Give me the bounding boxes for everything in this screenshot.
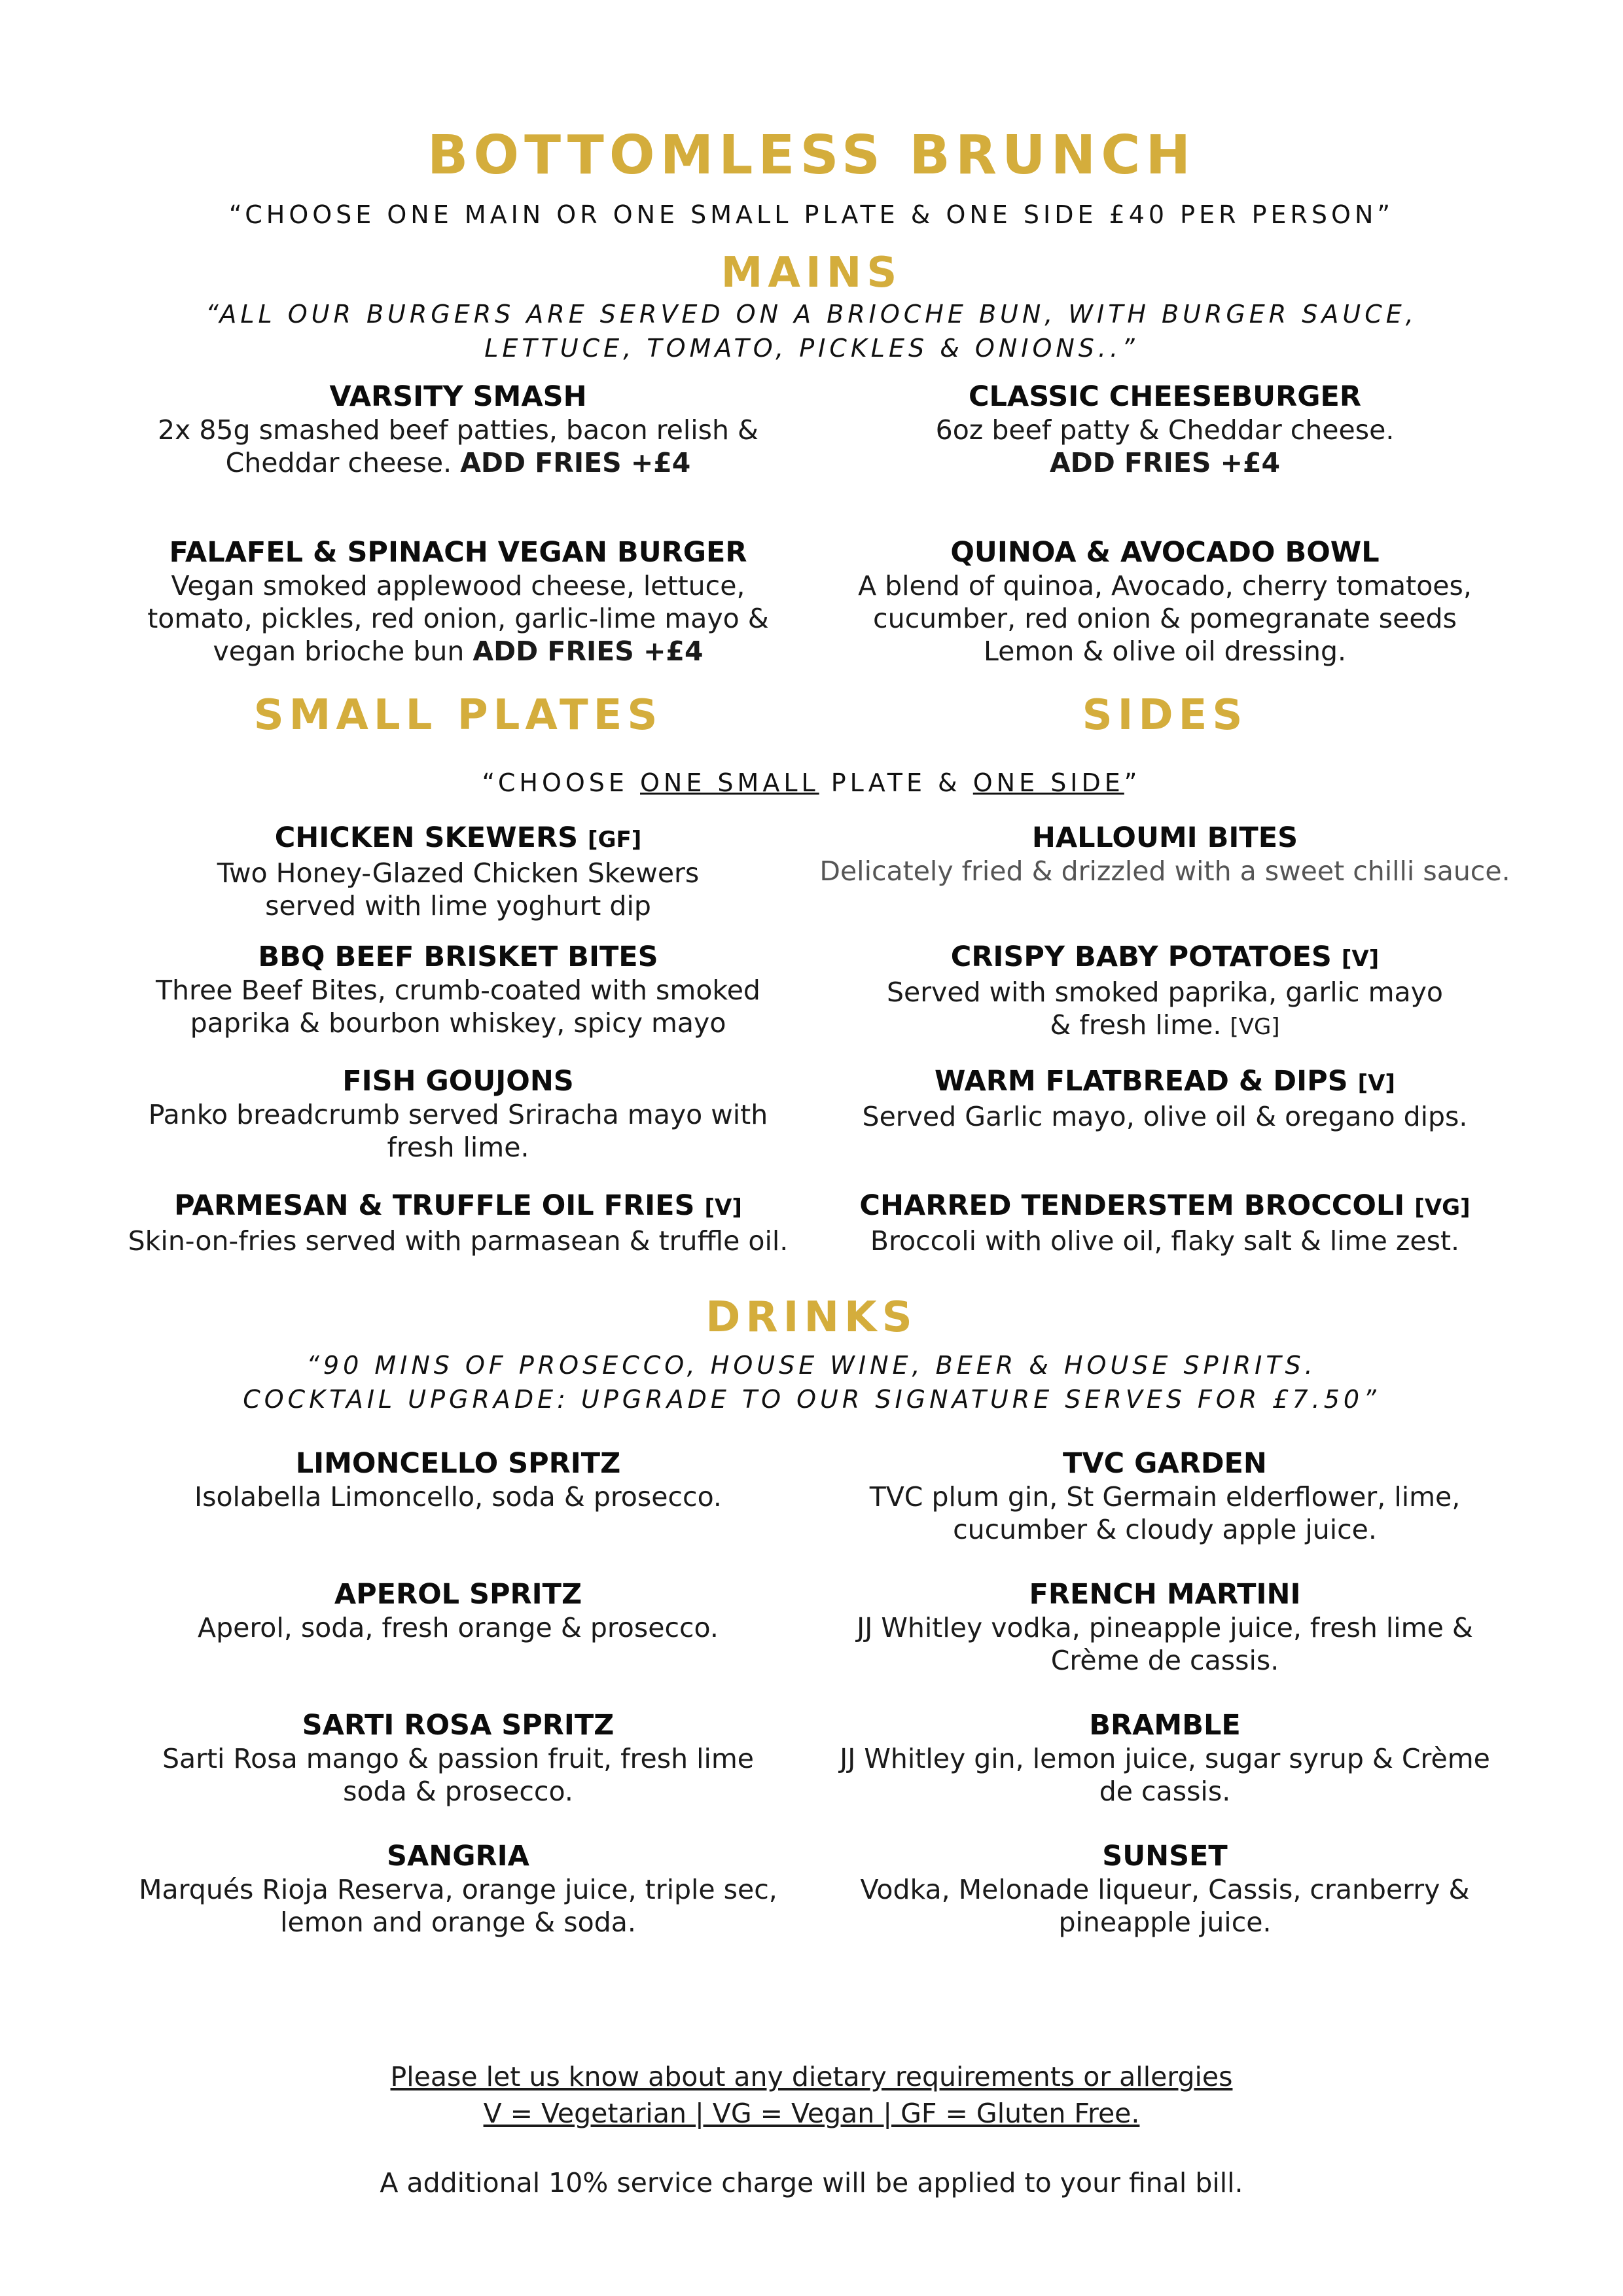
item-desc: paprika & bourbon whiskey, spicy mayo xyxy=(190,1007,726,1039)
item-desc: Vegan smoked applewood cheese, lettuce, xyxy=(171,570,745,601)
small-plate-bbq-brisket xyxy=(98,940,818,1039)
item-desc: Served with smoked paprika, garlic mayo xyxy=(886,977,1444,1008)
item-desc: 6oz beef patty & Cheddar cheese. xyxy=(935,414,1395,446)
item-desc: TVC plum gin, St Germain elderflower, lime, xyxy=(869,1481,1461,1513)
item-desc: JJ Whitley vodka, pineapple juice, fresh lime & xyxy=(857,1612,1473,1643)
item-title: SUNSET xyxy=(1102,1840,1228,1873)
item-title: BBQ BEEF BRISKET BITES xyxy=(258,941,658,973)
item-title: SARTI ROSA SPRITZ xyxy=(302,1709,615,1742)
add-fries-label: ADD FRIES +£4 xyxy=(473,636,704,667)
choose-open: “CHOOSE xyxy=(482,768,640,797)
drink-sunset xyxy=(805,1839,1525,1939)
drink-french-martini xyxy=(805,1577,1525,1677)
item-desc: tomato, pickles, red onion, garlic-lime mayo & xyxy=(147,603,769,634)
item-desc: Lemon & olive oil dressing. xyxy=(983,636,1347,667)
side-flatbread-dips xyxy=(805,1064,1525,1133)
dietary-tag: [V] xyxy=(704,1194,742,1221)
item-title-text: PARMESAN & TRUFFLE OIL FRIES xyxy=(174,1189,695,1222)
item-title: TVC GARDEN xyxy=(1063,1447,1267,1480)
side-halloumi-bites xyxy=(805,821,1525,888)
item-desc: lemon and orange & soda. xyxy=(280,1907,636,1938)
drink-aperol-spritz xyxy=(98,1577,818,1644)
side-crispy-potatoes xyxy=(805,940,1525,1043)
item-desc xyxy=(805,1009,1525,1043)
item-desc: cucumber & cloudy apple juice. xyxy=(953,1514,1377,1545)
drinks-note-line2: COCKTAIL UPGRADE: UPGRADE TO OUR SIGNATURE SERVES FOR £7.50” xyxy=(243,1385,1380,1414)
drink-tvc-garden xyxy=(805,1446,1525,1546)
item-desc: Delicately fried & drizzled with a sweet chilli sauce. xyxy=(819,855,1510,887)
item-title: SANGRIA xyxy=(387,1840,529,1873)
dietary-key: V = Vegetarian | VG = Vegan | GF = Gluten Free. xyxy=(483,2098,1140,2129)
choose-one-side: ONE SIDE xyxy=(972,768,1124,797)
item-desc: Three Beef Bites, crumb-coated with smoked xyxy=(156,975,760,1006)
add-fries-label: ADD FRIES +£4 xyxy=(1049,447,1281,478)
mains-note-line1: “ALL OUR BURGERS ARE SERVED ON A BRIOCHE BUN, WITH BURGER SAUCE, xyxy=(205,300,1418,329)
choose-note xyxy=(0,766,1623,800)
item-title xyxy=(98,1189,818,1225)
item-desc: JJ Whitley gin, lemon juice, sugar syrup & Crème xyxy=(840,1743,1490,1774)
item-desc xyxy=(98,635,818,668)
item-desc: Sarti Rosa mango & passion fruit, fresh lime xyxy=(162,1743,755,1774)
item-title-text: CHICKEN SKEWERS xyxy=(274,821,579,854)
item-desc xyxy=(98,446,818,479)
item-desc: Broccoli with olive oil, flaky salt & lime zest. xyxy=(870,1225,1460,1257)
sides-heading: SIDES xyxy=(1082,691,1248,740)
main-item-classic-cheeseburger xyxy=(805,380,1525,479)
item-title-text: WARM FLATBREAD & DIPS xyxy=(935,1065,1348,1098)
item-desc: cucumber, red onion & pomegranate seeds xyxy=(873,603,1457,634)
dietary-tag: [GF] xyxy=(588,827,642,853)
item-title xyxy=(805,940,1525,976)
choose-close: ” xyxy=(1124,768,1141,797)
drink-sangria xyxy=(98,1839,818,1939)
mains-note-line2: LETTUCE, TOMATO, PICKLES & ONIONS..” xyxy=(484,334,1139,363)
item-title: BRAMBLE xyxy=(1089,1709,1241,1742)
page-subtitle: “CHOOSE ONE MAIN OR ONE SMALL PLATE & ONE SIDE £40 PER PERSON” xyxy=(228,200,1395,229)
main-item-varsity-smash xyxy=(98,380,818,479)
drink-sarti-rosa-spritz xyxy=(98,1708,818,1808)
item-desc: soda & prosecco. xyxy=(343,1776,573,1807)
drinks-heading: DRINKS xyxy=(705,1293,918,1342)
choose-mid: PLATE & xyxy=(819,768,973,797)
item-desc: Isolabella Limoncello, soda & prosecco. xyxy=(194,1481,722,1513)
dietary-notice: Please let us know about any dietary requirements or allergies xyxy=(390,2061,1233,2092)
item-desc: A blend of quinoa, Avocado, cherry tomatoes, xyxy=(858,570,1472,601)
item-desc: Skin-on-fries served with parmasean & truffle oil. xyxy=(128,1225,789,1257)
add-fries-label: ADD FRIES +£4 xyxy=(460,447,691,478)
item-desc-text: Cheddar cheese. xyxy=(225,447,452,478)
item-title xyxy=(805,1189,1525,1225)
item-title xyxy=(98,821,818,857)
item-title: APEROL SPRITZ xyxy=(334,1578,582,1611)
item-desc: Aperol, soda, fresh orange & prosecco. xyxy=(198,1612,719,1643)
item-desc: Served Garlic mayo, olive oil & oregano dips. xyxy=(862,1101,1468,1132)
drink-bramble xyxy=(805,1708,1525,1808)
dietary-tag: [V] xyxy=(1357,1070,1395,1096)
main-item-falafel-burger xyxy=(98,535,818,668)
item-title: QUINOA & AVOCADO BOWL xyxy=(950,536,1380,569)
choose-one-small: ONE SMALL xyxy=(640,768,819,797)
mains-heading: MAINS xyxy=(721,249,902,297)
item-desc: Two Honey-Glazed Chicken Skewers xyxy=(217,857,700,889)
item-title: FRENCH MARTINI xyxy=(1029,1578,1301,1611)
item-title: VARSITY SMASH xyxy=(329,380,587,413)
item-desc: 2x 85g smashed beef patties, bacon relish & xyxy=(157,414,759,446)
dietary-tag: [V] xyxy=(1341,946,1380,972)
item-title: CLASSIC CHEESEBURGER xyxy=(969,380,1361,413)
service-charge-notice: A additional 10% service charge will be applied to your final bill. xyxy=(380,2167,1243,2198)
item-desc-text: & fresh lime. xyxy=(1050,1009,1222,1041)
item-desc: fresh lime. xyxy=(387,1132,529,1163)
item-desc: Vodka, Melonade liqueur, Cassis, cranberry & xyxy=(860,1874,1470,1905)
drinks-note-line1: “90 MINS OF PROSECCO, HOUSE WINE, BEER & HOUSE SPIRITS. xyxy=(306,1351,1317,1380)
small-plate-fish-goujons xyxy=(98,1064,818,1164)
main-item-quinoa-bowl xyxy=(805,535,1525,668)
item-title xyxy=(805,1064,1525,1100)
dietary-tag: [VG] xyxy=(1230,1014,1280,1040)
item-title-text: CRISPY BABY POTATOES xyxy=(950,941,1332,973)
drink-limoncello-spritz xyxy=(98,1446,818,1513)
item-title-text: CHARRED TENDERSTEM BROCCOLI xyxy=(859,1189,1405,1222)
item-desc: Panko breadcrumb served Sriracha mayo with xyxy=(148,1099,768,1130)
item-desc: Crème de cassis. xyxy=(1050,1645,1279,1676)
dietary-tag: [VG] xyxy=(1414,1194,1471,1221)
item-title: HALLOUMI BITES xyxy=(1031,821,1298,854)
item-desc: de cassis. xyxy=(1099,1776,1231,1807)
side-tenderstem-broccoli xyxy=(805,1189,1525,1257)
small-plates-heading: SMALL PLATES xyxy=(253,691,663,740)
item-title: FISH GOUJONS xyxy=(342,1065,574,1098)
item-desc: pineapple juice. xyxy=(1058,1907,1272,1938)
item-title: LIMONCELLO SPRITZ xyxy=(295,1447,621,1480)
small-plate-chicken-skewers xyxy=(98,821,818,922)
page-title: BOTTOMLESS BRUNCH xyxy=(427,124,1196,187)
item-desc: Marqués Rioja Reserva, orange juice, triple sec, xyxy=(139,1874,777,1905)
item-desc-text: vegan brioche bun xyxy=(213,636,465,667)
item-title: FALAFEL & SPINACH VEGAN BURGER xyxy=(169,536,747,569)
item-desc: served with lime yoghurt dip xyxy=(265,890,651,922)
small-plate-truffle-fries xyxy=(98,1189,818,1257)
